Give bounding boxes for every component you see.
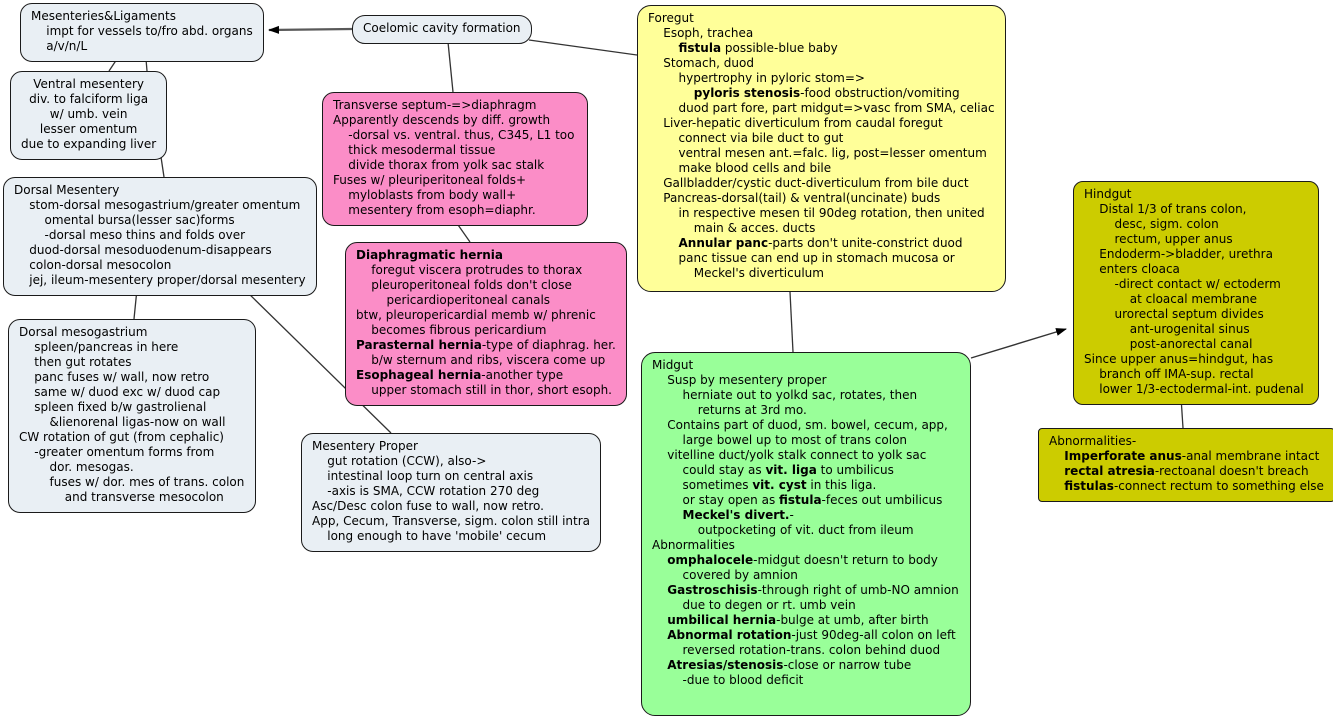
text-line: duod-dorsal mesoduodenum-disappears xyxy=(14,243,272,257)
text-line: btw, pleuropericardial memb w/ phrenic xyxy=(356,308,596,322)
text-line: div. to falciform liga xyxy=(29,92,149,106)
text-line: main & acces. ducts xyxy=(648,221,816,235)
text-line: &lienorenal ligas-now on wall xyxy=(19,415,226,429)
text-line: Distal 1/3 of trans colon, xyxy=(1084,202,1247,216)
text-line: ant-urogenital sinus xyxy=(1084,322,1250,336)
text-line: Mesentery Proper xyxy=(312,439,418,453)
text-line: fuses w/ dor. mes of trans. colon xyxy=(19,475,245,489)
node-midgut[interactable] xyxy=(641,352,971,716)
text-line: herniate out to yolkd sac, rotates, then xyxy=(652,388,918,402)
text-line: Asc/Desc colon fuse to wall, now retro. xyxy=(312,499,544,513)
text-line: at cloacal membrane xyxy=(1084,292,1258,306)
text-line: make blood cells and bile xyxy=(648,161,832,175)
text-line: mesentery from esoph=diaphr. xyxy=(333,203,536,217)
text-line: large bowel up to most of trans colon xyxy=(652,433,908,447)
text-line: Contains part of duod, sm. bowel, cecum, app, xyxy=(652,418,948,432)
node-mesentery-proper[interactable] xyxy=(301,433,601,552)
text-line: fistulas-connect rectum to something else xyxy=(1064,479,1324,493)
text-line: due to degen or rt. umb vein xyxy=(652,598,856,612)
text-line: Esophageal hernia-another type xyxy=(356,368,564,382)
text-line: lesser omentum xyxy=(39,122,138,136)
text-line: branch off IMA-sup. rectal xyxy=(1084,367,1254,381)
text-line: Atresias/stenosis-close or narrow tube xyxy=(667,658,912,672)
text-line: stom-dorsal mesogastrium/greater omentum xyxy=(14,198,301,212)
text-line: panc tissue can end up in stomach mucosa or xyxy=(648,251,955,265)
text-line: then gut rotates xyxy=(19,355,132,369)
text-line: Annular panc-parts don't unite-constrict duod xyxy=(678,236,963,250)
text-line: Liver-hepatic diverticulum from caudal foregut xyxy=(648,116,943,130)
text-line: Susp by mesentery proper xyxy=(652,373,827,387)
text-line: pyloris stenosis-food obstruction/vomiting xyxy=(693,86,960,100)
node-coelomic-cavity-formation[interactable] xyxy=(352,15,532,44)
text-line: in respective mesen til 90deg rotation, then united xyxy=(648,206,985,220)
text-line: fistula possible-blue baby xyxy=(678,41,838,55)
text-line: Pancreas-dorsal(tail) & ventral(uncinate) buds xyxy=(648,191,941,205)
text-line: Imperforate anus-anal membrane intact xyxy=(1064,449,1320,463)
text-line: Esoph, trachea xyxy=(648,26,754,40)
text-line: -greater omentum forms from xyxy=(19,445,215,459)
text-line: -direct contact w/ ectoderm xyxy=(1084,277,1281,291)
connector-coelomic-to-transverse-septum xyxy=(448,42,453,92)
text-line: w/ umb. vein xyxy=(49,107,128,121)
connector-midgut-to-hindgut xyxy=(971,329,1066,358)
node-dorsal-mesentery[interactable] xyxy=(3,177,317,296)
text-line: -dorsal meso thins and folds over xyxy=(14,228,246,242)
text-line: gut rotation (CCW), also-> xyxy=(312,454,487,468)
text-line: Mesenteries&Ligaments xyxy=(31,9,176,23)
text-line: long enough to have 'mobile' cecum xyxy=(312,529,547,543)
text-line: foregut viscera protrudes to thorax xyxy=(356,263,583,277)
text-line: App, Cecum, Transverse, sigm. colon still intra xyxy=(312,514,591,528)
connector-coelomic-to-foregut xyxy=(529,40,637,55)
text-line: Transverse septum-=>diaphragm xyxy=(333,98,537,112)
text-line: hypertrophy in pyloric stom=> xyxy=(648,71,865,85)
text-line: Diaphragmatic hernia xyxy=(356,248,504,262)
text-line: spleen fixed b/w gastrolienal xyxy=(19,400,207,414)
text-line: Fuses w/ pleuriperitoneal folds+ xyxy=(333,173,527,187)
text-line: Meckel's divert.- xyxy=(682,508,794,522)
text-line: Apparently descends by diff. growth xyxy=(333,113,551,127)
text-line: pericardioperitoneal canals xyxy=(356,293,551,307)
text-line: myloblasts from body wall+ xyxy=(333,188,517,202)
node-diaphragmatic-hernia[interactable] xyxy=(345,242,627,406)
text-line: Gastroschisis-through right of umb-NO amnion xyxy=(667,583,959,597)
text-line: Dorsal mesogastrium xyxy=(19,325,148,339)
text-line: reversed rotation-trans. colon behind duod xyxy=(652,643,941,657)
text-line: Foregut xyxy=(648,11,694,25)
text-line: Abnormalities- xyxy=(1049,434,1137,448)
text-line: divide thorax from yolk sac stalk xyxy=(333,158,545,172)
text-line: Dorsal Mesentery xyxy=(14,183,120,197)
text-line: Since upper anus=hindgut, has xyxy=(1084,352,1274,366)
text-line: vitelline duct/yolk stalk connect to yolk sac xyxy=(652,448,927,462)
text-line: intestinal loop turn on central axis xyxy=(312,469,534,483)
text-line: covered by amnion xyxy=(652,568,798,582)
text-line: spleen/pancreas in here xyxy=(19,340,179,354)
text-line: thick mesodermal tissue xyxy=(333,143,496,157)
text-line: or stay open as fistula-feces out umbilicus xyxy=(652,493,943,507)
text-line: Abnormalities xyxy=(652,538,735,552)
text-line: post-anorectal canal xyxy=(1084,337,1253,351)
text-line: sometimes vit. cyst in this liga. xyxy=(652,478,877,492)
text-line: jej, ileum-mesentery proper/dorsal mesentery xyxy=(14,273,306,287)
text-line: b/w sternum and ribs, viscera come up xyxy=(356,353,606,367)
connector-foregut-to-midgut xyxy=(790,292,793,352)
text-line: Gallbladder/cystic duct-diverticulum from bile duct xyxy=(648,176,969,190)
node-transverse-septum[interactable] xyxy=(322,92,588,226)
node-hindgut-abnormalities[interactable] xyxy=(1038,428,1333,502)
text-line: Endoderm->bladder, urethra xyxy=(1084,247,1273,261)
node-foregut[interactable] xyxy=(637,5,1006,292)
text-line: same w/ duod exc w/ duod cap xyxy=(19,385,221,399)
text-line: dor. mesogas. xyxy=(19,460,134,474)
text-line: -due to blood deficit xyxy=(652,673,804,687)
text-line: panc fuses w/ wall, now retro xyxy=(19,370,210,384)
text-line: Parasternal hernia-type of diaphrag. her. xyxy=(356,338,616,352)
node-dorsal-mesogastrium[interactable] xyxy=(8,319,256,513)
text-line: Meckel's diverticulum xyxy=(648,266,824,280)
text-line: -axis is SMA, CCW rotation 270 deg xyxy=(312,484,540,498)
text-line: impt for vessels to/fro abd. organs xyxy=(31,24,253,38)
text-line: could stay as vit. liga to umbilicus xyxy=(652,463,894,477)
text-line: a/v/n/L xyxy=(31,39,88,53)
node-mesenteries-ligaments[interactable] xyxy=(20,3,264,62)
text-line: ventral mesen ant.=falc. lig, post=lesser omentum xyxy=(648,146,987,160)
text-line: Abnormal rotation-just 90deg-all colon on left xyxy=(667,628,956,642)
text-line: Midgut xyxy=(652,358,694,372)
text-line: Stomach, duod xyxy=(648,56,754,70)
text-line: connect via bile duct to gut xyxy=(648,131,844,145)
text-line: Ventral mesentery xyxy=(33,77,145,91)
node-hindgut[interactable] xyxy=(1073,181,1319,405)
text-line: desc, sigm. colon xyxy=(1084,217,1219,231)
text-line: CW rotation of gut (from cephalic) xyxy=(19,430,224,444)
text-line: Hindgut xyxy=(1084,187,1132,201)
text-line: returns at 3rd mo. xyxy=(652,403,807,417)
text-line: lower 1/3-ectodermal-int. pudenal xyxy=(1084,382,1304,396)
text-line: becomes fibrous pericardium xyxy=(356,323,547,337)
text-line: omental bursa(lesser sac)forms xyxy=(14,213,235,227)
text-line: due to expanding liver xyxy=(21,137,157,151)
text-line: and transverse mesocolon xyxy=(19,490,224,504)
text-line: -dorsal vs. ventral. thus, C345, L1 too xyxy=(333,128,575,142)
text-line: Coelomic cavity formation xyxy=(363,21,521,35)
text-line: rectum, upper anus xyxy=(1084,232,1233,246)
text-line: enters cloaca xyxy=(1084,262,1180,276)
text-line: omphalocele-midgut doesn't return to body xyxy=(667,553,938,567)
text-line: outpocketing of vit. duct from ileum xyxy=(652,523,914,537)
text-line: upper stomach still in thor, short esoph. xyxy=(356,383,612,397)
text-line: urorectal septum divides xyxy=(1084,307,1264,321)
text-line: duod part fore, part midgut=>vasc from SMA, celiac xyxy=(648,101,995,115)
text-line: rectal atresia-rectoanal doesn't breach xyxy=(1064,464,1309,478)
text-line: colon-dorsal mesocolon xyxy=(14,258,172,272)
connector-coelomic-to-mesenteries xyxy=(269,29,352,30)
node-ventral-mesentery[interactable] xyxy=(10,71,167,160)
text-line: umbilical hernia-bulge at umb, after birth xyxy=(667,613,929,627)
connector-ventral-to-dorsal-mesentery xyxy=(161,157,164,177)
text-line: pleuroperitoneal folds don't close xyxy=(356,278,572,292)
